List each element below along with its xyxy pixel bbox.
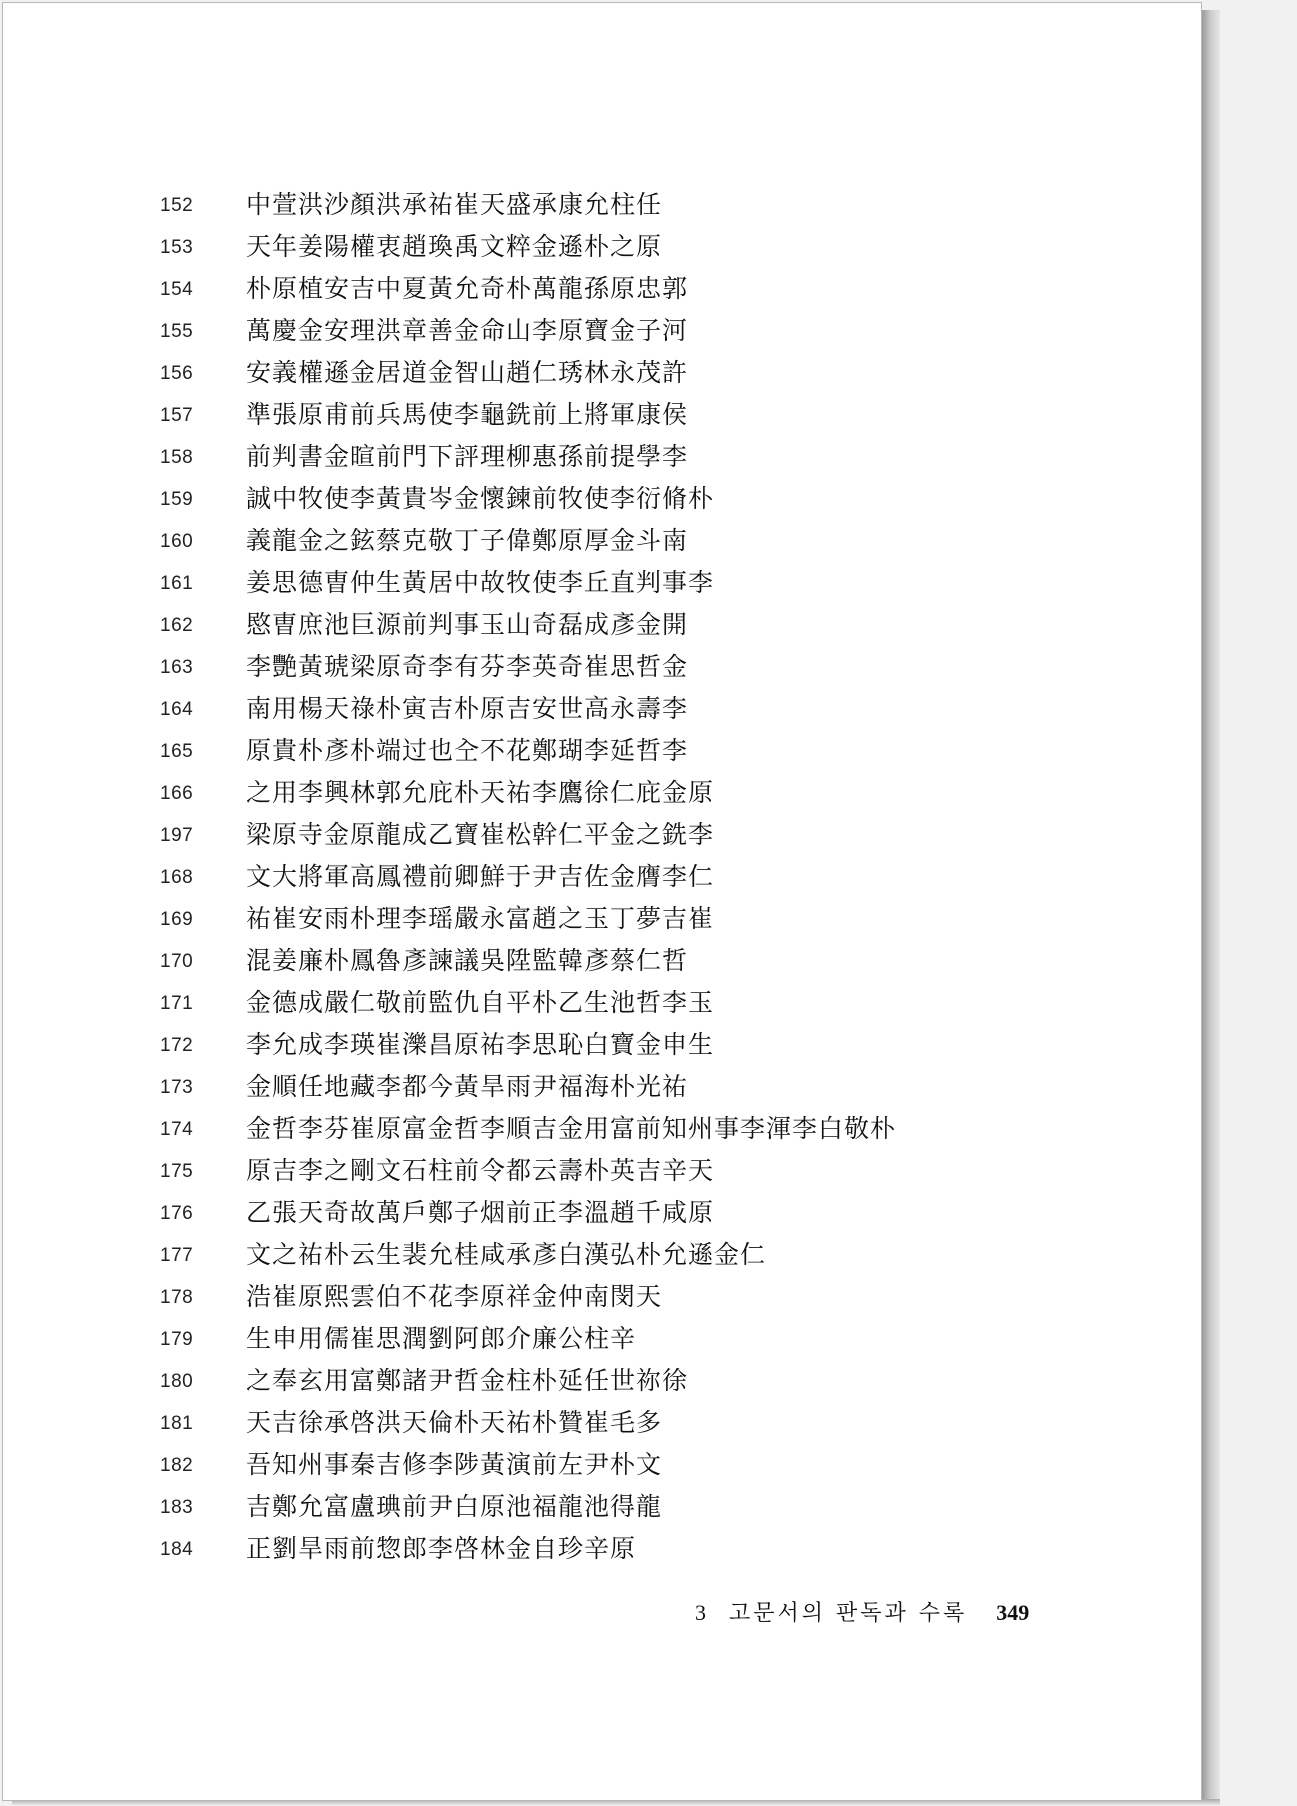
text-line: [3, 395, 1103, 435]
text-line: [3, 773, 1103, 813]
line-text: 金哲李芬崔原富金哲李順吉金用富前知州事李渾李白敬朴: [246, 1114, 897, 1143]
line-number: 156: [160, 363, 194, 384]
line-text: 金順任地藏李都今黃旱雨尹福海朴光祐: [246, 1072, 689, 1101]
line-number: 162: [160, 615, 194, 636]
line-text: 金德成嚴仁敬前監仇自平朴乙生池哲李玉: [246, 988, 715, 1017]
line-number: 184: [160, 1539, 194, 1560]
line-number: 155: [160, 321, 194, 342]
line-text: 乙張天奇故萬戶鄭子烟前正李溫趙千咸原: [246, 1198, 715, 1227]
line-text: 梁原寺金原龍成乙寶崔松幹仁平金之銑李: [246, 820, 715, 849]
line-number: 173: [160, 1077, 194, 1098]
chapter-title: 고문서의 판독과 수록: [729, 1601, 968, 1626]
line-text: 姜思德曺仲生黃居中故牧使李丘直判事李: [246, 568, 715, 597]
text-line: [3, 941, 1103, 981]
line-number: 197: [160, 825, 194, 846]
line-number: 180: [160, 1371, 194, 1392]
line-number: 170: [160, 951, 194, 972]
line-text: 李艷黃琥梁原奇李有芬李英奇崔思哲金: [246, 652, 689, 681]
line-text: 前判書金暄前門下評理柳惠孫前提學李: [246, 442, 689, 471]
page-footer: [695, 1596, 1029, 1627]
document-page: [2, 2, 1202, 1801]
line-text: 正劉旱雨前惣郎李啓林金自珍辛原: [246, 1534, 637, 1563]
text-line: [3, 1529, 1103, 1569]
text-line: [3, 1361, 1103, 1401]
text-line: [3, 1151, 1103, 1191]
line-number: 178: [160, 1287, 194, 1308]
page-number: 349: [996, 1600, 1030, 1625]
text-line: [3, 1109, 1103, 1149]
line-text: 天吉徐承啓洪天倫朴天祐朴贊崔毛多: [246, 1408, 663, 1437]
line-number: 158: [160, 447, 194, 468]
line-number: 175: [160, 1161, 194, 1182]
line-text: 安義權遜金居道金智山趙仁琇林永茂許: [246, 358, 689, 387]
text-line: [3, 227, 1103, 267]
text-line: [3, 479, 1103, 519]
text-line: [3, 353, 1103, 393]
page-edge-shadow: [1202, 10, 1220, 1804]
text-line: [3, 1487, 1103, 1527]
line-text: 南用楊天祿朴寅吉朴原吉安世高永壽李: [246, 694, 689, 723]
line-number: 168: [160, 867, 194, 888]
line-text: 義龍金之鉉蔡克敬丁子偉鄭原厚金斗南: [246, 526, 689, 555]
chapter-number: 3: [695, 1600, 706, 1625]
text-line: [3, 983, 1103, 1023]
text-line: [3, 269, 1103, 309]
text-line: [3, 185, 1103, 225]
line-number: 166: [160, 783, 194, 804]
line-number: 163: [160, 657, 194, 678]
line-number: 161: [160, 573, 194, 594]
line-text: 愍曺庶池巨源前判事玉山奇磊成彥金開: [246, 610, 689, 639]
line-text: 朴原植安吉中夏黃允奇朴萬龍孫原忠郭: [246, 274, 689, 303]
line-number: 182: [160, 1455, 194, 1476]
line-number: 152: [160, 195, 194, 216]
line-text: 之奉玄用富鄭諸尹哲金柱朴延任世祢徐: [246, 1366, 689, 1395]
text-line: [3, 1319, 1103, 1359]
text-line: [3, 563, 1103, 603]
line-text: 吉鄭允富盧琠前尹白原池福龍池得龍: [246, 1492, 663, 1521]
line-number: 164: [160, 699, 194, 720]
text-line: [3, 605, 1103, 645]
line-number: 157: [160, 405, 194, 426]
line-number: 154: [160, 279, 194, 300]
text-line: [3, 521, 1103, 561]
line-text: 原貴朴彥朴端过也㒰不花鄭瑚李延哲李: [246, 736, 689, 765]
line-number: 171: [160, 993, 194, 1014]
line-text: 萬慶金安理洪章善金命山李原寶金子河: [246, 316, 689, 345]
line-text: 文之祐朴云生裴允桂咸承彥白漢弘朴允遜金仁: [246, 1240, 767, 1269]
line-text: 準張原甫前兵馬使李龜銑前上將軍康侯: [246, 400, 689, 429]
line-number: 165: [160, 741, 194, 762]
line-number: 174: [160, 1119, 194, 1140]
text-line: [3, 647, 1103, 687]
line-text: 文大將軍高鳳禮前卿鮮于尹吉佐金膺李仁: [246, 862, 715, 891]
text-line: [3, 1025, 1103, 1065]
line-text: 中萱洪沙顏洪承祐崔天盛承康允柱任: [246, 190, 663, 219]
line-number: 159: [160, 489, 194, 510]
text-line: [3, 1445, 1103, 1485]
text-line: [3, 689, 1103, 729]
text-line: [3, 1193, 1103, 1233]
line-text: 混姜廉朴鳳魯彥諫議吳陞監韓彥蔡仁哲: [246, 946, 689, 975]
text-line: [3, 1277, 1103, 1317]
text-line: [3, 437, 1103, 477]
text-line: [3, 1067, 1103, 1107]
line-number: 183: [160, 1497, 194, 1518]
line-text: 浩崔原熙雲伯不花李原祥金仲南閔天: [246, 1282, 663, 1311]
text-line: [3, 731, 1103, 771]
line-text: 生申用儒崔思潤劉阿郎介廉公柱辛: [246, 1324, 637, 1353]
line-text: 誠中牧使李黃貴岑金懷鍊前牧使李衍脩朴: [246, 484, 715, 513]
text-line: [3, 815, 1103, 855]
line-text: 原吉李之剛文石柱前令都云壽朴英吉辛天: [246, 1156, 715, 1185]
text-line: [3, 1403, 1103, 1443]
text-line: [3, 899, 1103, 939]
line-text: 天年姜陽權衷趙瑍禹文粹金遜朴之原: [246, 232, 663, 261]
line-number: 169: [160, 909, 194, 930]
line-number: 177: [160, 1245, 194, 1266]
text-line: [3, 1235, 1103, 1275]
line-number: 179: [160, 1329, 194, 1350]
line-text: 之用李興林郭允庇朴天祐李鷹徐仁庇金原: [246, 778, 715, 807]
line-number: 153: [160, 237, 194, 258]
line-number: 181: [160, 1413, 194, 1434]
line-text: 吾知州事秦吉修李陟黃演前左尹朴文: [246, 1450, 663, 1479]
line-text: 祐崔安雨朴理李瑶嚴永富趙之玉丁夢吉崔: [246, 904, 715, 933]
line-text: 李允成李瑛崔濼昌原祐李思恥白寶金申生: [246, 1030, 715, 1059]
line-number: 172: [160, 1035, 194, 1056]
text-line: [3, 857, 1103, 897]
text-line: [3, 311, 1103, 351]
line-number: 176: [160, 1203, 194, 1224]
line-number: 160: [160, 531, 194, 552]
